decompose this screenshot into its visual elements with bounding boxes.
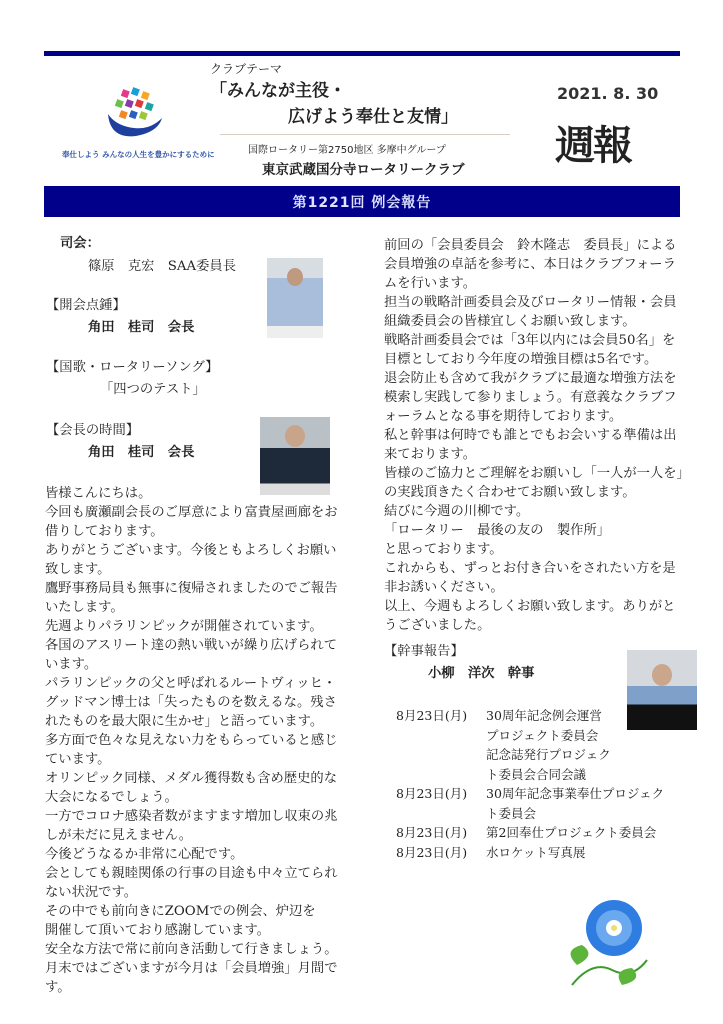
schedule-details	[486, 843, 585, 863]
speech-line: 多方面で色々な見えない力をもらっていると感じ	[45, 733, 338, 748]
schedule-date: 8月23日(月)	[396, 825, 468, 840]
speech-line: 致します。	[45, 562, 111, 577]
district-label: 国際ロータリー第2750地区 多摩中グループ	[248, 145, 446, 156]
schedule-list	[396, 706, 664, 862]
speech-line: ありがとうございます。今後ともよろしくお願い	[45, 543, 337, 558]
forum-line: 目標としており今年度の増強目標は5名です。	[384, 352, 658, 367]
speech-line: 先週よりパラリンピックが開催されています。	[45, 619, 323, 634]
forum-line: 組織委員会の皆様宜しくお願い致します。	[384, 314, 636, 329]
schedule-line: ト委員会合同会議	[486, 766, 587, 782]
speech-line: 今後どうなるか非常に心配です。	[45, 847, 244, 862]
speech-line: 安全な方法で常に前向き活動して行きましょう。	[45, 942, 338, 957]
schedule-line: プロジェクト委員会	[486, 727, 599, 743]
forum-line: 結びに今週の川柳です。	[384, 504, 530, 519]
forum-line: 担当の戦略計画委員会及びロータリー情報・会員	[384, 295, 677, 310]
speech-line: 各国のアスリート達の熱い戦いが繰り広げられて	[45, 638, 337, 653]
forum-line: 前回の「会員委員会 鈴木隆志 委員長」による	[384, 238, 677, 253]
forum-line: ォーラムとなる事を期待しております。	[384, 409, 623, 424]
president-speech	[45, 484, 338, 997]
top-rule	[44, 51, 680, 56]
speech-line: れたものを最大限に生かせ」と語っています。	[45, 714, 324, 729]
forum-line: 以上、今週もよろしくお願い致します。ありがと	[384, 599, 676, 614]
schedule-line: ト委員会	[486, 805, 537, 821]
schedule-item	[396, 823, 664, 843]
speech-line: 大会になるでしょう。	[45, 790, 178, 805]
speech-line: 借りしております。	[45, 524, 164, 539]
speech-line: 皆様こんにちは。	[45, 486, 152, 501]
secretary-label: 【幹事報告】	[384, 644, 464, 659]
schedule-details	[486, 823, 656, 843]
club-name: 東京武蔵国分寺ロータリークラブ	[262, 162, 465, 178]
speech-line: います。	[45, 657, 98, 672]
forum-text	[384, 236, 690, 635]
schedule-item	[396, 843, 664, 863]
speech-line: 会としても親睦関係の行事の目途も中々立てられ	[45, 866, 338, 881]
forum-line: 会員増強の卓話を参考に、本日はクラブフォーラ	[384, 257, 676, 272]
forum-line: 退会防止も含めて我がクラブに最適な増強方法を	[384, 371, 677, 386]
forum-line: 私と幹事は何時でも誰とでもお会いする準備は出	[384, 428, 677, 443]
schedule-line: 記念誌発行プロジェク	[486, 747, 611, 762]
speech-line: 鷹野事務局員も無事に復帰されましたのでご報告	[45, 581, 338, 596]
speech-line: 月末ではございますが今月は「会員増強」月間で	[45, 961, 338, 976]
schedule-line: 30周年記念例会運営	[486, 708, 602, 723]
forum-line: 戦略計画委員会では「3年以内には会員50名」を	[384, 333, 676, 348]
forum-line: と思っております。	[384, 542, 503, 557]
forum-line: の実践頂きたく合わせてお願い致します。	[384, 485, 636, 500]
banner-title: 第1221回 例会報告	[292, 194, 432, 211]
president-label: 【会長の時間】	[46, 423, 140, 438]
forum-line: 模索し実践して参りましょう。有意義なクラブフ	[384, 390, 677, 405]
schedule-date: 8月23日(月)	[396, 786, 468, 801]
anthem-label: 【国歌・ロータリーソング】	[46, 360, 219, 375]
speech-line: グッドマン博士は「失ったものを数えるな。残さ	[45, 695, 337, 710]
opening-name: 角田 桂司 会長	[88, 320, 195, 335]
speech-line: オリンピック同様、メダル獲得数も含め歴史的な	[45, 771, 337, 786]
mc-name: 篠原 克宏 SAA委員長	[88, 259, 236, 274]
speech-line: 一方でコロナ感染者数がますます増加し収束の兆	[45, 809, 338, 824]
speech-line: いたします。	[45, 600, 124, 615]
theme-label: クラブテーマ	[210, 62, 283, 76]
speech-line: パラリンピックの父と呼ばれるルートヴィッヒ・	[45, 676, 337, 691]
schedule-item	[396, 784, 664, 823]
morning-glory-icon	[552, 890, 662, 1000]
schedule-date: 8月23日(月)	[396, 708, 468, 723]
speech-line: ない状況です。	[45, 885, 138, 900]
opening-label: 【開会点鍾】	[46, 298, 126, 313]
schedule-line: 水ロケット写真展	[486, 844, 586, 860]
speech-line: 開催して頂いており感謝しています。	[45, 923, 270, 938]
forum-line: 「ロータリー 最後の友の 製作所」	[384, 523, 611, 538]
secretary-name: 小柳 洋次 幹事	[428, 666, 535, 681]
mc-label: 司会：	[60, 236, 100, 251]
meeting-banner	[44, 186, 680, 217]
schedule-line: 第2回奉仕プロジェクト委員会	[486, 825, 657, 840]
mc-photo	[267, 258, 323, 338]
schedule-details	[486, 706, 611, 784]
rotary-logo-icon	[100, 84, 166, 144]
theme-line-1: 「みんなが主役・	[210, 81, 346, 101]
logo-tagline: 奉仕しよう みんなの人生を豊かにするために	[62, 150, 215, 159]
forum-line: 来ております。	[384, 447, 477, 462]
forum-line: うございました。	[384, 618, 491, 633]
schedule-date: 8月23日(月)	[396, 844, 468, 860]
publication-title: 週報	[555, 123, 631, 169]
anthem-song: 「四つのテスト」	[100, 382, 206, 397]
issue-date: 2021. 8. 30	[557, 84, 659, 103]
schedule-details	[486, 784, 664, 823]
president-name: 角田 桂司 会長	[88, 445, 195, 460]
theme-line-2: 広げよう奉仕と友情」	[288, 107, 458, 127]
schedule-item	[396, 706, 664, 784]
divider	[220, 134, 510, 135]
forum-line: これからも、ずっとお付き合いをされたい方を是	[384, 561, 676, 576]
forum-line: 非お誘いください。	[384, 580, 504, 595]
speech-line: す。	[45, 980, 71, 995]
speech-line: ています。	[45, 752, 111, 767]
forum-line: 皆様のご協力とご理解をお願いし「一人が一人を」	[384, 466, 690, 481]
forum-line: ムを行います。	[384, 276, 477, 291]
speech-line: しが未だに見えません。	[45, 828, 193, 843]
speech-line: 今回も廣瀬副会長のご厚意により富貴屋画廊をお	[45, 505, 338, 520]
schedule-line: 30周年記念事業奉仕プロジェク	[486, 786, 665, 801]
speech-line: その中でも前向きにZOOMでの例会、炉辺を	[45, 904, 316, 919]
